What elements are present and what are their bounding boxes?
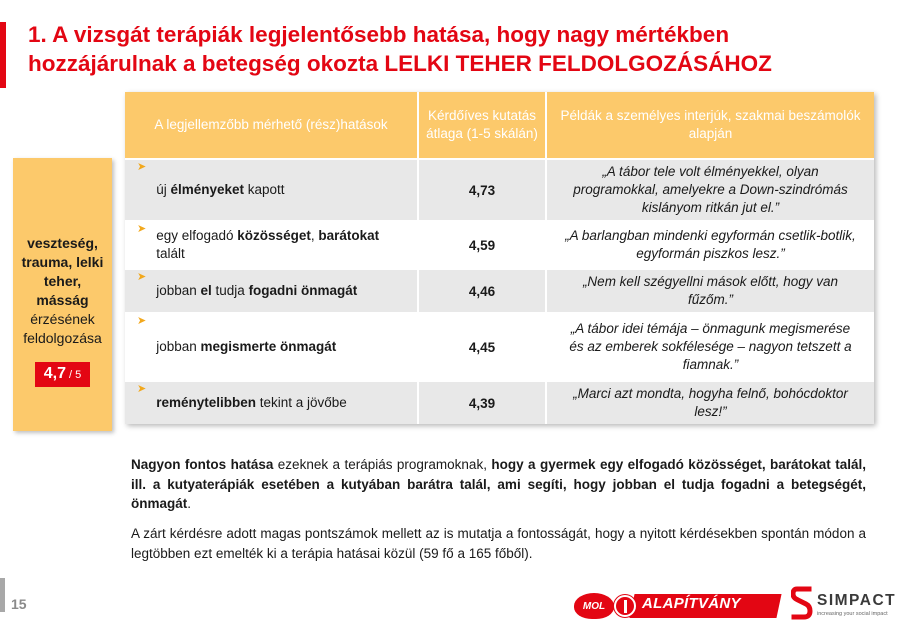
score-cell: 4,39 bbox=[419, 382, 547, 424]
effect-cell bbox=[125, 314, 419, 380]
quote-cell: „A barlangban mindenki egyformán csetlik-botlik, egyformán piszkos lesz.” bbox=[547, 222, 874, 268]
effect-text-part: talált bbox=[156, 246, 185, 261]
table-row bbox=[125, 220, 874, 268]
quote-cell: „A tábor idei témája – önmagunk megismerése és az emberek sokfélesége – nagyon tetszett a fiamnak.” bbox=[547, 314, 874, 380]
simpact-logo-icon bbox=[791, 586, 813, 620]
mol-foundation-text: ALAPÍTVÁNY bbox=[642, 595, 741, 612]
effect-text bbox=[156, 338, 336, 356]
effect-text bbox=[156, 227, 411, 263]
effect-cell bbox=[125, 270, 419, 312]
effect-text-part: közösséget bbox=[237, 228, 311, 243]
effect-text-part: jobban bbox=[156, 283, 201, 298]
paragraph-part: hogy a gyermek egy elfogadó közösséget, barátokat talál, ill. a kutyaterápiák esetében a kutyában barátra talál, ami segíti, hogy jobban el tudja fogadni a betegségét, önmagát bbox=[131, 457, 866, 511]
summary-score: 4,7 bbox=[43, 365, 66, 382]
table-header-row bbox=[125, 92, 874, 158]
table-row bbox=[125, 268, 874, 312]
effect-text-part: kapott bbox=[244, 182, 285, 197]
paragraph-part: ezeknek a terápiás programoknak, bbox=[273, 457, 492, 472]
quote-cell: „A tábor tele volt élményekkel, olyan programokkal, amelyekre a Down-szindrómás kislányom ritkán jut el.” bbox=[547, 160, 874, 220]
score-cell: 4,59 bbox=[419, 222, 547, 268]
summary-score-max: / 5 bbox=[69, 369, 82, 381]
summary-line: veszteség, bbox=[27, 235, 98, 251]
score-cell: 4,73 bbox=[419, 160, 547, 220]
title-accent-bar bbox=[0, 22, 6, 88]
effects-table bbox=[125, 92, 874, 424]
summary-line: érzésének bbox=[30, 311, 95, 327]
arrow-bullet-icon: ➤ bbox=[137, 223, 147, 235]
arrow-bullet-icon: ➤ bbox=[137, 383, 147, 395]
score-cell: 4,45 bbox=[419, 314, 547, 380]
header-examples: Példák a személyes interjúk, szakmai beszámolók alapján bbox=[547, 92, 874, 158]
effect-text-part: új bbox=[156, 182, 171, 197]
table-row bbox=[125, 158, 874, 220]
effect-cell bbox=[125, 222, 419, 268]
arrow-bullet-icon: ➤ bbox=[137, 271, 147, 283]
summary-box bbox=[13, 158, 112, 431]
mol-foundation-logo bbox=[574, 589, 779, 620]
page-number: 15 bbox=[11, 596, 27, 612]
simpact-name: SIMPACT bbox=[817, 592, 897, 609]
header-effects: A legjellemzőbb mérhető (rész)hatások bbox=[125, 92, 419, 158]
effect-text-part: barátokat bbox=[318, 228, 380, 243]
effect-text bbox=[156, 282, 357, 300]
title-line-2: hozzájárulnak a betegség okozta LELKI TEHER FELDOLGOZÁSÁHOZ bbox=[28, 51, 772, 76]
effect-text-part: jobban bbox=[156, 339, 201, 354]
paragraph-part: . bbox=[187, 496, 192, 511]
effect-text-part: tudja bbox=[211, 283, 249, 298]
effect-text-part: tekint a jövőbe bbox=[256, 395, 347, 410]
effect-text bbox=[156, 394, 347, 412]
effect-text-part: megismerte önmagát bbox=[200, 339, 337, 354]
effect-text-part: fogadni önmagát bbox=[248, 283, 358, 298]
summary-line: másság bbox=[36, 292, 89, 308]
summary-line: trauma, lelki bbox=[21, 254, 104, 270]
effect-cell bbox=[125, 160, 419, 220]
table-row bbox=[125, 312, 874, 380]
effect-text-part: el bbox=[200, 283, 212, 298]
paragraph-importance bbox=[131, 455, 866, 514]
table-body bbox=[125, 158, 874, 424]
effect-text-part: egy elfogadó bbox=[156, 228, 238, 243]
effect-cell bbox=[125, 382, 419, 424]
quote-cell: „Nem kell szégyellni mások előtt, hogy van fűzőm.” bbox=[547, 270, 874, 312]
effect-text bbox=[156, 181, 284, 199]
quote-cell: „Marci azt mondta, hogyha felnő, bohócdoktor lesz!” bbox=[547, 382, 874, 424]
title-line-1: 1. A vizsgát terápiák legjelentősebb hatása, hogy nagy mértékben bbox=[28, 22, 730, 47]
mol-figure-icon bbox=[614, 595, 636, 617]
arrow-bullet-icon: ➤ bbox=[137, 315, 147, 327]
page-number-bar bbox=[0, 578, 5, 612]
page-title bbox=[28, 20, 878, 78]
effect-text-part: reménytelibben bbox=[156, 395, 256, 410]
arrow-bullet-icon: ➤ bbox=[137, 161, 147, 173]
paragraph-open-questions: A zárt kérdésre adott magas pontszámok mellett az is mutatja a fontosságát, hogy a nyitott kérdésekben spontán módon a legtöbben ezt emelték ki a terápia hatásai közül (59 fő a 165 főből). bbox=[131, 526, 866, 561]
summary-score-badge bbox=[35, 362, 90, 387]
summary-line: feldolgozása bbox=[23, 330, 102, 346]
summary-line: teher, bbox=[43, 273, 82, 289]
paragraph-part: Nagyon fontos hatása bbox=[131, 457, 274, 472]
effect-text-part: élményeket bbox=[170, 182, 245, 197]
mol-badge: MOL bbox=[574, 593, 614, 619]
effect-text-part: , bbox=[310, 228, 319, 243]
score-cell: 4,46 bbox=[419, 270, 547, 312]
table-row bbox=[125, 380, 874, 424]
header-survey-average: Kérdőíves kutatás átlaga (1-5 skálán) bbox=[419, 92, 547, 158]
simpact-tagline: increasing your social impact bbox=[817, 611, 888, 617]
